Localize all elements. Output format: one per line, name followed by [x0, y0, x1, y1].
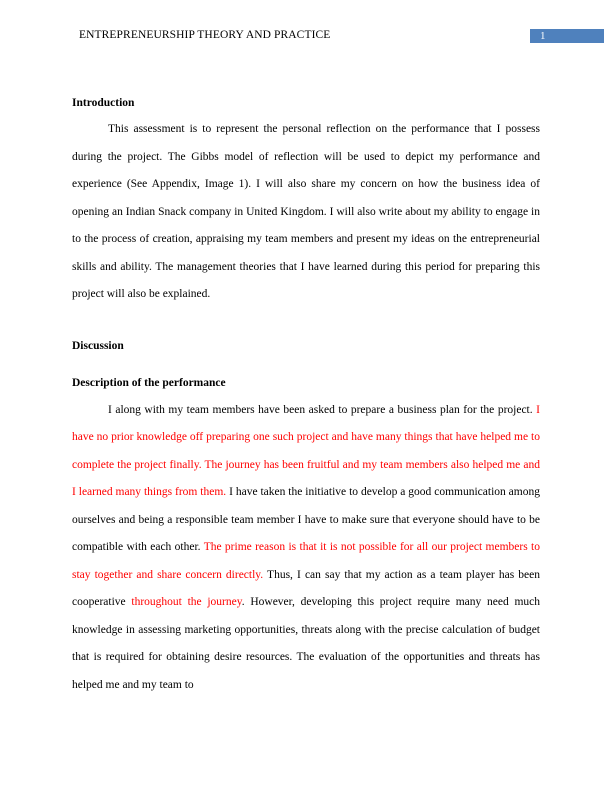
highlighted-text-segment: The prime reason is that it is not possible for all our project members to stay together and share concern directly.: [72, 541, 540, 581]
performance-subheading: Description of the performance: [72, 376, 226, 389]
text-segment: Thus, I can say that my action as a team player has been cooperative: [72, 568, 540, 608]
document-body: [72, 92, 540, 699]
text-segment: I have taken the initiative to develop a good communication among ourselves and being a responsible team member I have to make sure that everyone should have to be compatible with each other.: [72, 486, 540, 553]
text-segment: . However, developing this project require many need much knowledge in assessing marketing opportunities, threats along with the precise calculation of budget that is required for obtaining desire resources. The evaluation of the opportunities and threats has helped me and my team to: [72, 596, 541, 691]
discussion-heading: Discussion: [72, 339, 124, 352]
page-number-box: [530, 29, 604, 43]
highlighted-text-segment: I have no prior knowledge off preparing one such project and have many things that have helped me to complete the project finally. The journey has been fruitful and my team members also helped me and I learned many things from them.: [72, 403, 540, 498]
introduction-heading: Introduction: [72, 97, 135, 109]
text-segment: I along with my team members have been asked to prepare a business plan for the project.: [108, 403, 537, 416]
page-number: 1: [540, 30, 546, 42]
discussion-paragraph: [72, 397, 540, 700]
running-head: ENTREPRENEURSHIP THEORY AND PRACTICE: [79, 29, 331, 41]
introduction-paragraph: This assessment is to represent the personal reflection on the performance that I possess during the project. The Gibbs model of reflection will be used to depict my performance and experience (See Appendix, Image 1). I will also share my concern on how the business idea of opening an Indian Snack company in United Kingdom. I will also write about my ability to engage in to the process of creation, appraising my team members and present my ideas on the entrepreneurial skills and ability. The management theories that I have learned during this period for preparing this project will also be explained.: [72, 123, 540, 300]
highlighted-text-segment: throughout the journey: [131, 596, 242, 608]
